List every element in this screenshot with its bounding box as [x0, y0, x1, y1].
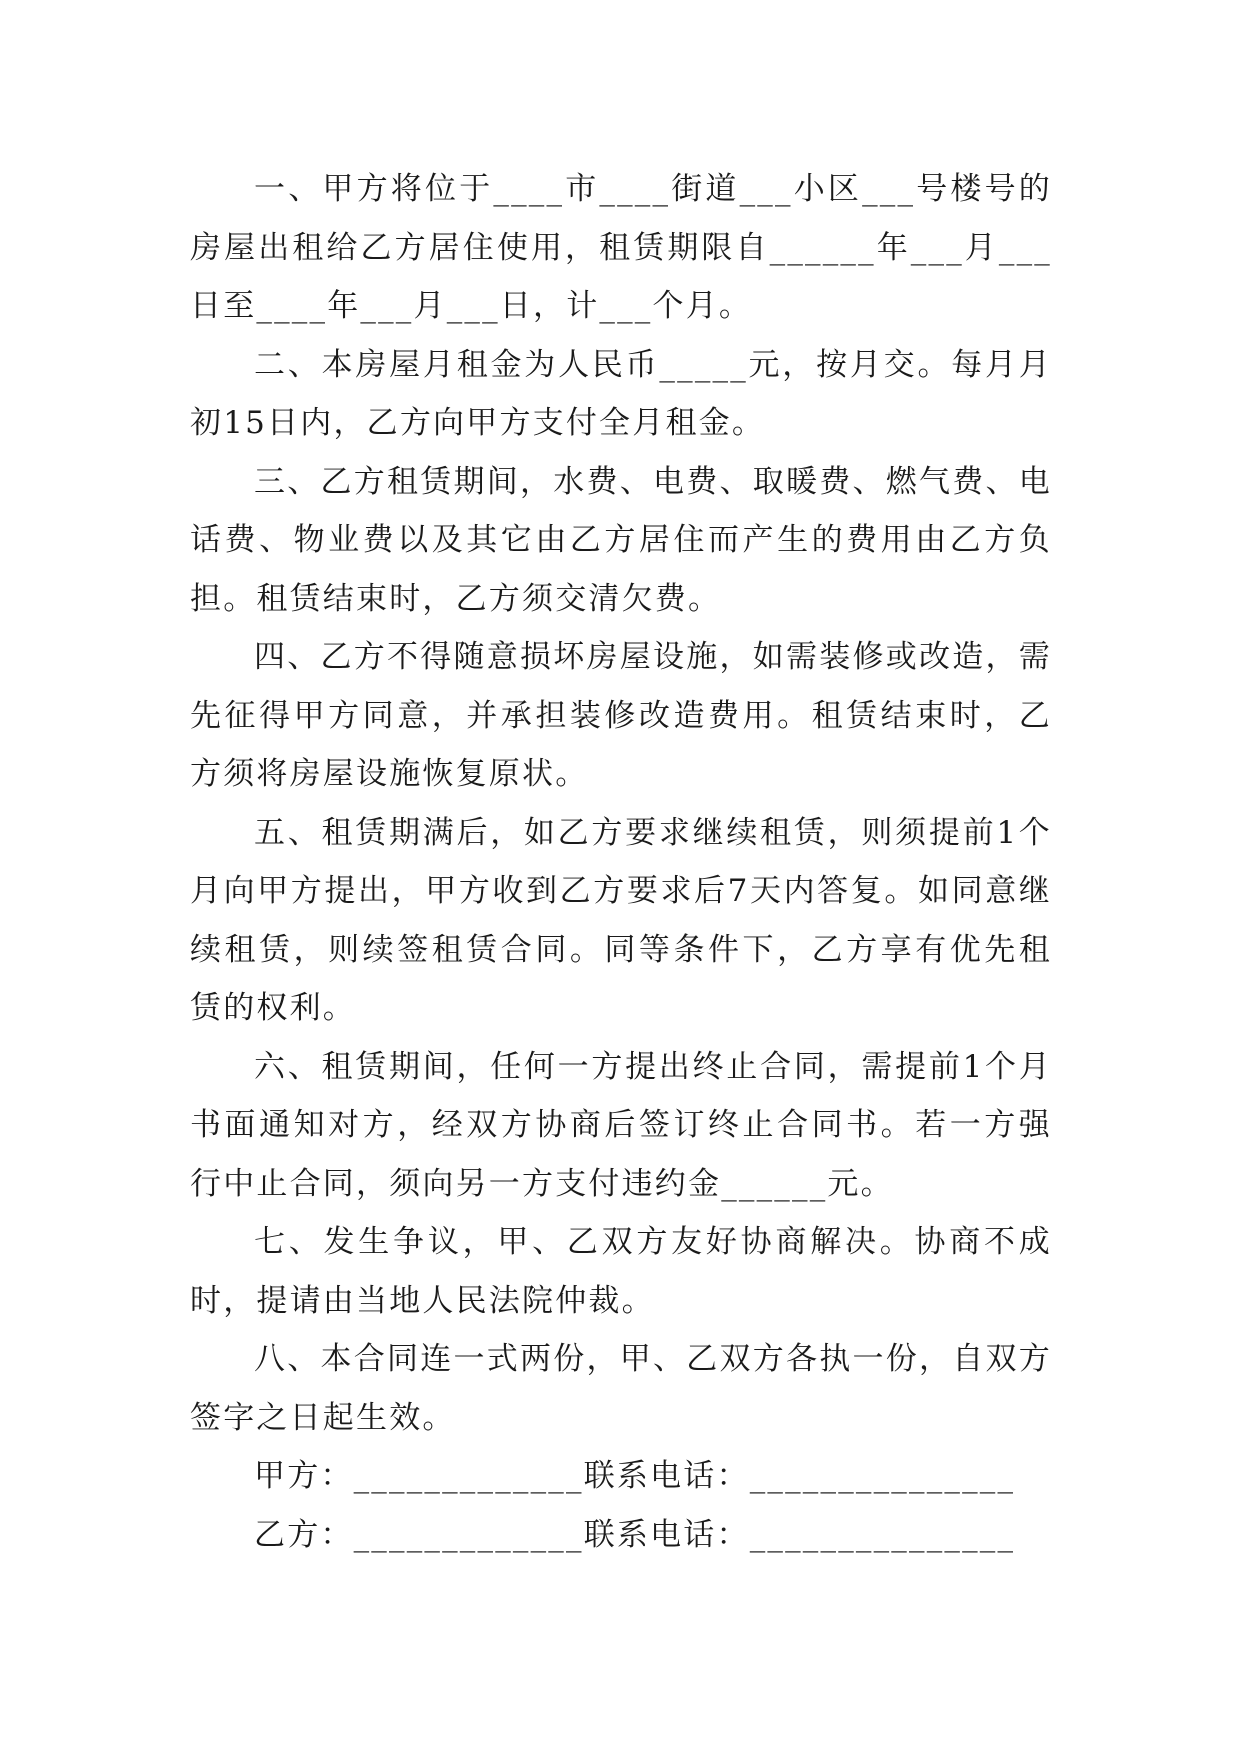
- contract-body: [190, 160, 1052, 1564]
- clause-8: 八、本合同连一式两份，甲、乙双方各执一份，自双方签字之日起生效。: [190, 1341, 1052, 1436]
- clause-3: 三、乙方租赁期间，水费、电费、取暖费、燃气费、电话费、物业费以及其它由乙方居住而产生的费用由乙方负担。租赁结束时，乙方须交清欠费。: [190, 463, 1052, 617]
- party-a-signature-line: 甲方：_____________联系电话：_______________: [254, 1458, 1016, 1494]
- party-b-signature-line: 乙方：_____________联系电话：_______________: [254, 1516, 1016, 1553]
- clause-5: 五、租赁期满后，如乙方要求继续租赁，则须提前1个月向甲方提出，甲方收到乙方要求后7天内答复。如同意继续租赁，则续签租赁合同。同等条件下，乙方享有优先租赁的权利。: [190, 814, 1052, 1026]
- clause-7: 七、发生争议，甲、乙双方友好协商解决。协商不成时，提请由当地人民法院仲裁。: [190, 1224, 1052, 1319]
- clause-6: 六、租赁期间，任何一方提出终止合同，需提前1个月书面通知对方，经双方协商后签订终止合同书。若一方强行中止合同，须向另一方支付违约金______元。: [190, 1048, 1052, 1202]
- clause-4: 四、乙方不得随意损坏房屋设施，如需装修或改造，需先征得甲方同意，并承担装修改造费用。租赁结束时，乙方须将房屋设施恢复原状。: [190, 639, 1052, 792]
- clause-1: 一、甲方将位于____市____街道___小区___号楼号的房屋出租给乙方居住使用，租赁期限自______年___月___日至____年___月___日，计___个月。: [190, 171, 1052, 324]
- clause-2: 二、本房屋月租金为人民币_____元，按月交。每月月初15日内，乙方向甲方支付全月租金。: [190, 346, 1052, 441]
